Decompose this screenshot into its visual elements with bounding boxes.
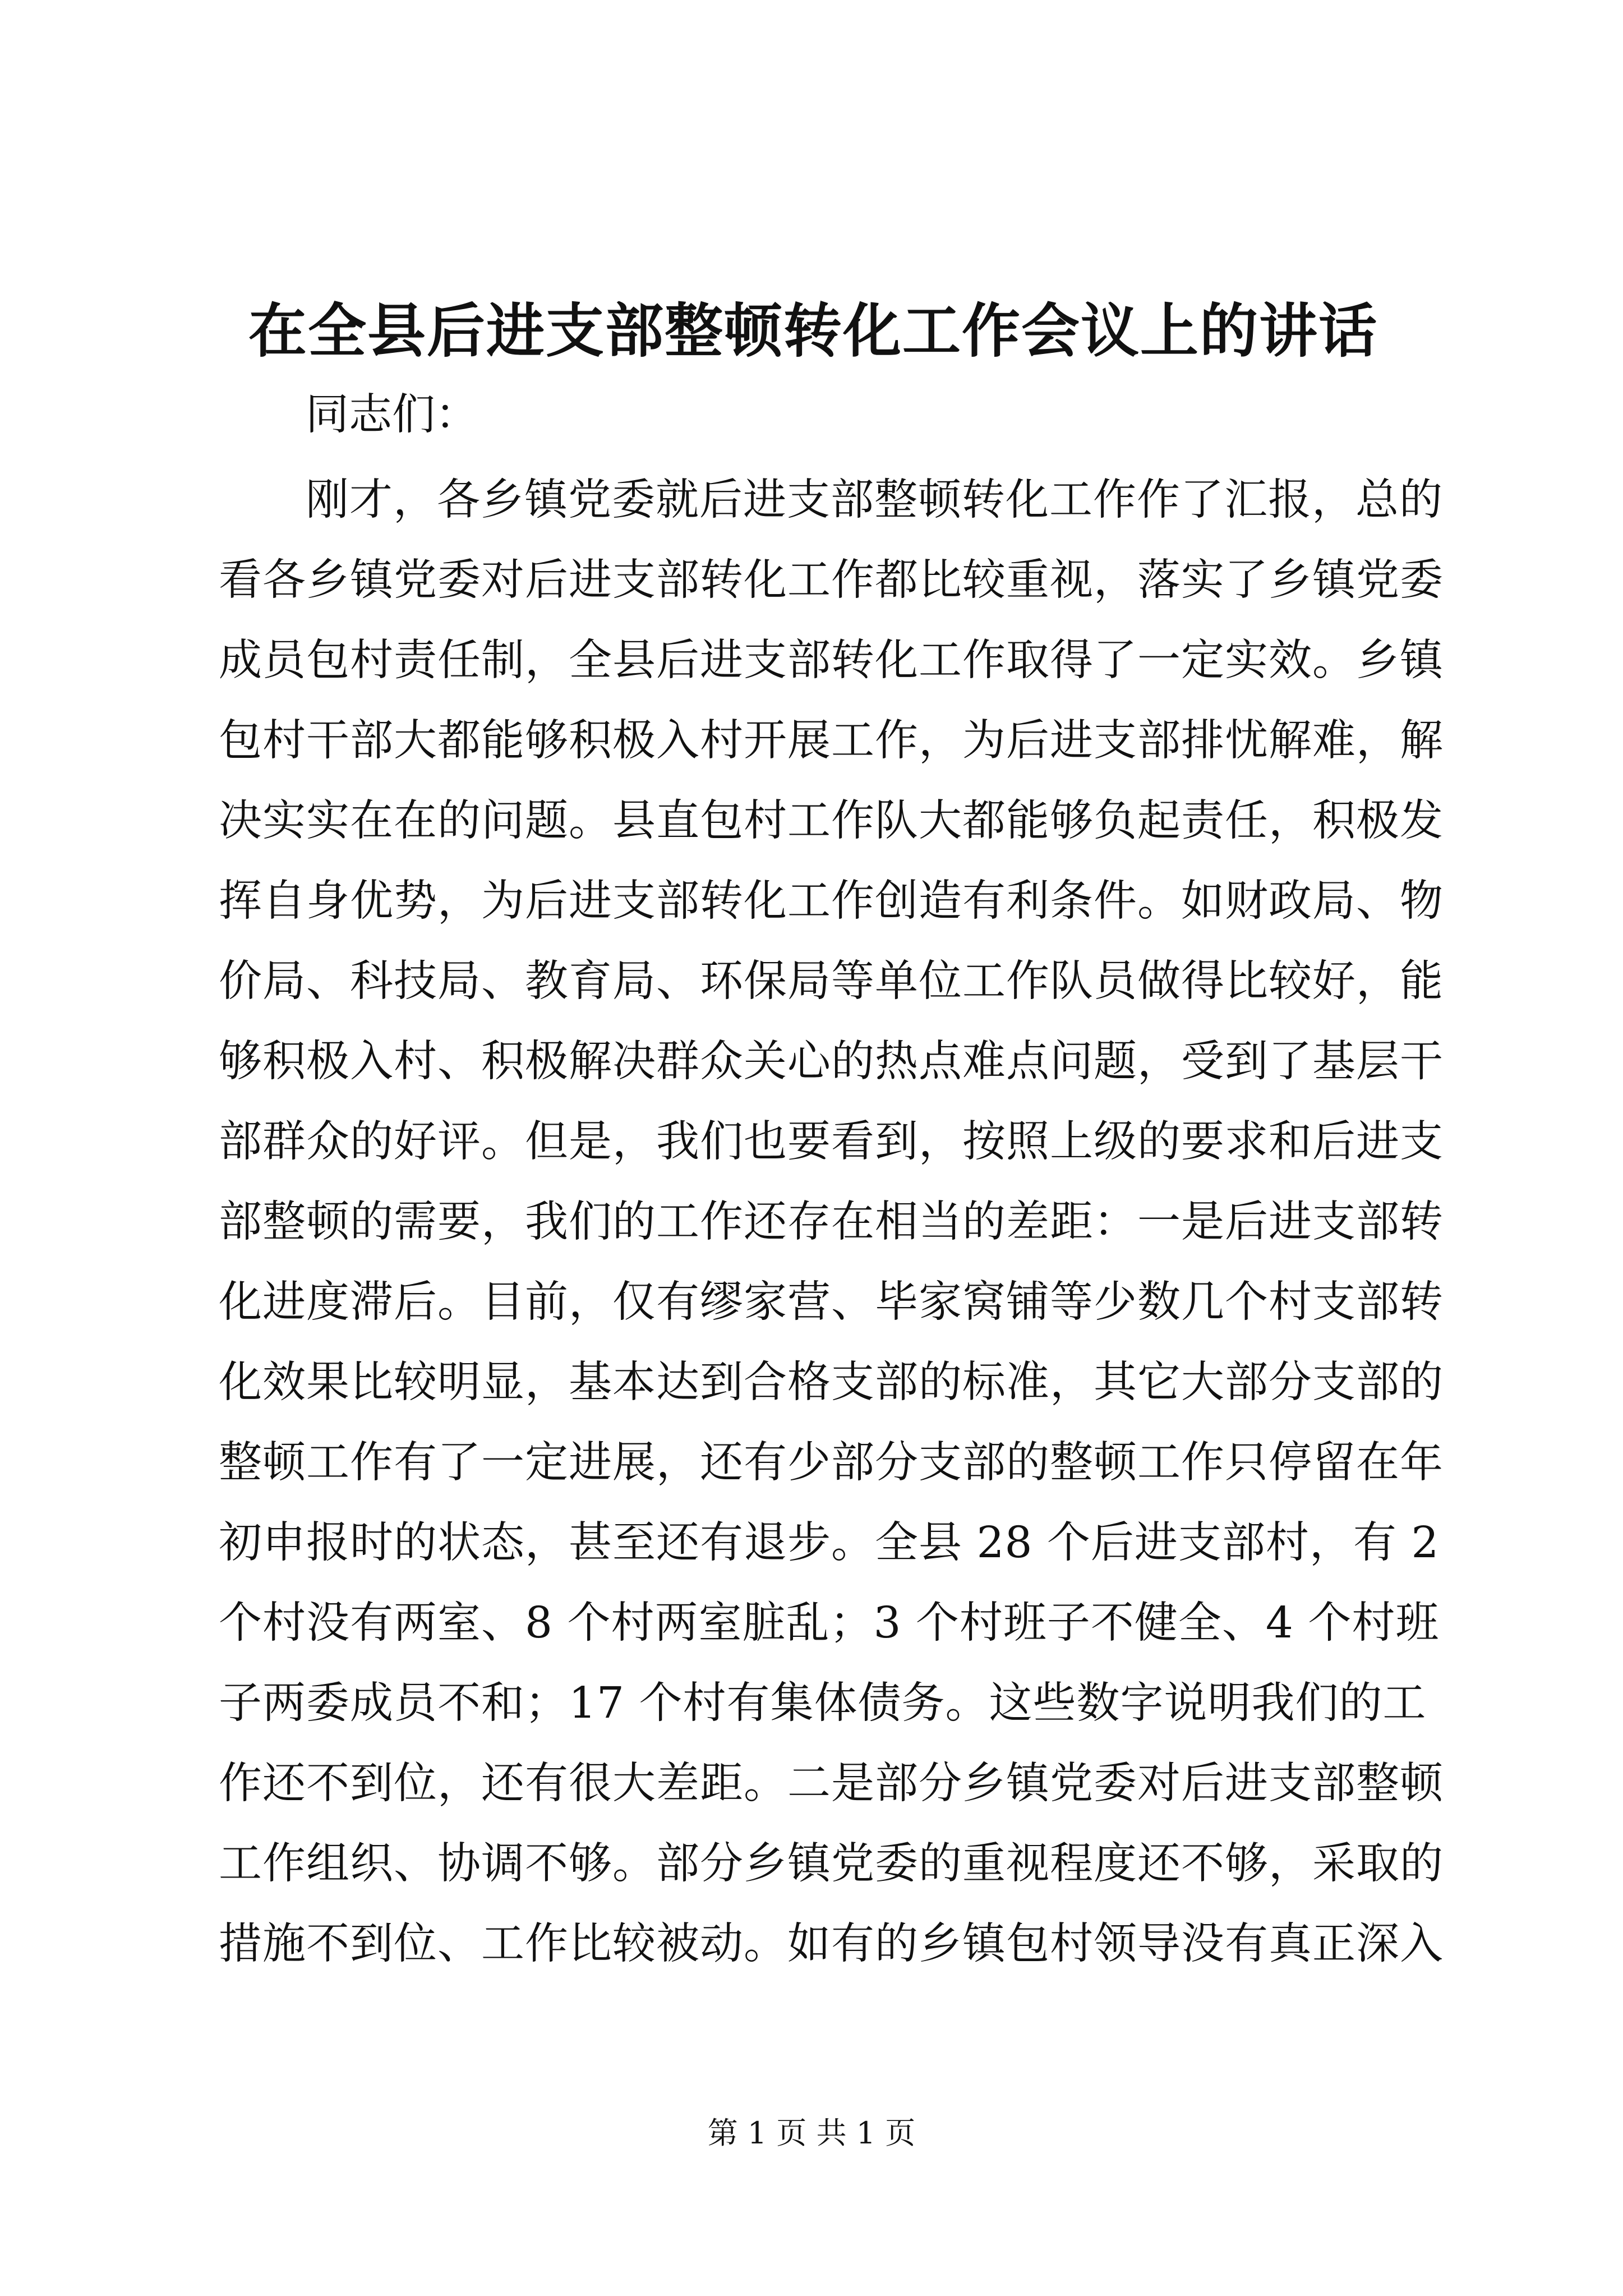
body-line: 成员包村责任制，全县后进支部转化工作取得了一定实效。乡镇 xyxy=(219,636,1444,685)
body-line: 价局、科技局、教育局、环保局等单位工作队员做得比较好，能 xyxy=(219,956,1444,1006)
body-text xyxy=(219,467,1444,1991)
body-line: 作还不到位，还有很大差距。二是部分乡镇党委对后进支部整顿 xyxy=(219,1759,1444,1809)
page-number-footer: 第 1 页 共 1 页 xyxy=(707,2115,916,2151)
salutation: 同志们： xyxy=(306,390,478,440)
body-line: 工作组织、协调不够。部分乡镇党委的重视程度还不够，采取的 xyxy=(219,1839,1444,1889)
body-line: 化进度滞后。目前，仅有缪家营、毕家窝铺等少数几个村支部转 xyxy=(219,1277,1444,1327)
body-line: 决实实在在的问题。县直包村工作队大都能够负起责任，积极发 xyxy=(219,796,1444,846)
body-line: 挥自身优势，为后进支部转化工作创造有利条件。如财政局、物 xyxy=(219,876,1444,926)
body-line: 子两委成员不和；17 个村有集体债务。这些数字说明我们的工 xyxy=(219,1678,1427,1728)
body-line: 初申报时的状态，甚至还有退步。全县 28 个后进支部村，有 2 xyxy=(219,1518,1440,1568)
body-line: 部整顿的需要，我们的工作还存在相当的差距：一是后进支部转 xyxy=(219,1197,1444,1247)
body-line: 部群众的好评。但是，我们也要看到，按照上级的要求和后进支 xyxy=(219,1117,1444,1167)
document-title: 在全县后进支部整顿转化工作会议上的讲话 xyxy=(248,296,1378,365)
body-line: 看各乡镇党委对后进支部转化工作都比较重视，落实了乡镇党委 xyxy=(219,555,1444,605)
body-line: 整顿工作有了一定进展，还有少部分支部的整顿工作只停留在年 xyxy=(219,1438,1444,1488)
body-line: 化效果比较明显，基本达到合格支部的标准，其它大部分支部的 xyxy=(219,1358,1444,1407)
body-line: 措施不到位、工作比较被动。如有的乡镇包村领导没有真正深入 xyxy=(219,1919,1444,1969)
body-line: 包村干部大都能够积极入村开展工作，为后进支部排忧解难，解 xyxy=(219,716,1444,766)
body-line: 刚才，各乡镇党委就后进支部整顿转化工作作了汇报，总的 xyxy=(306,475,1443,525)
body-line: 够积极入村、积极解决群众关心的热点难点问题，受到了基层干 xyxy=(219,1037,1444,1087)
body-line: 个村没有两室、8 个村两室脏乱；3 个村班子不健全、4 个村班 xyxy=(219,1598,1440,1648)
